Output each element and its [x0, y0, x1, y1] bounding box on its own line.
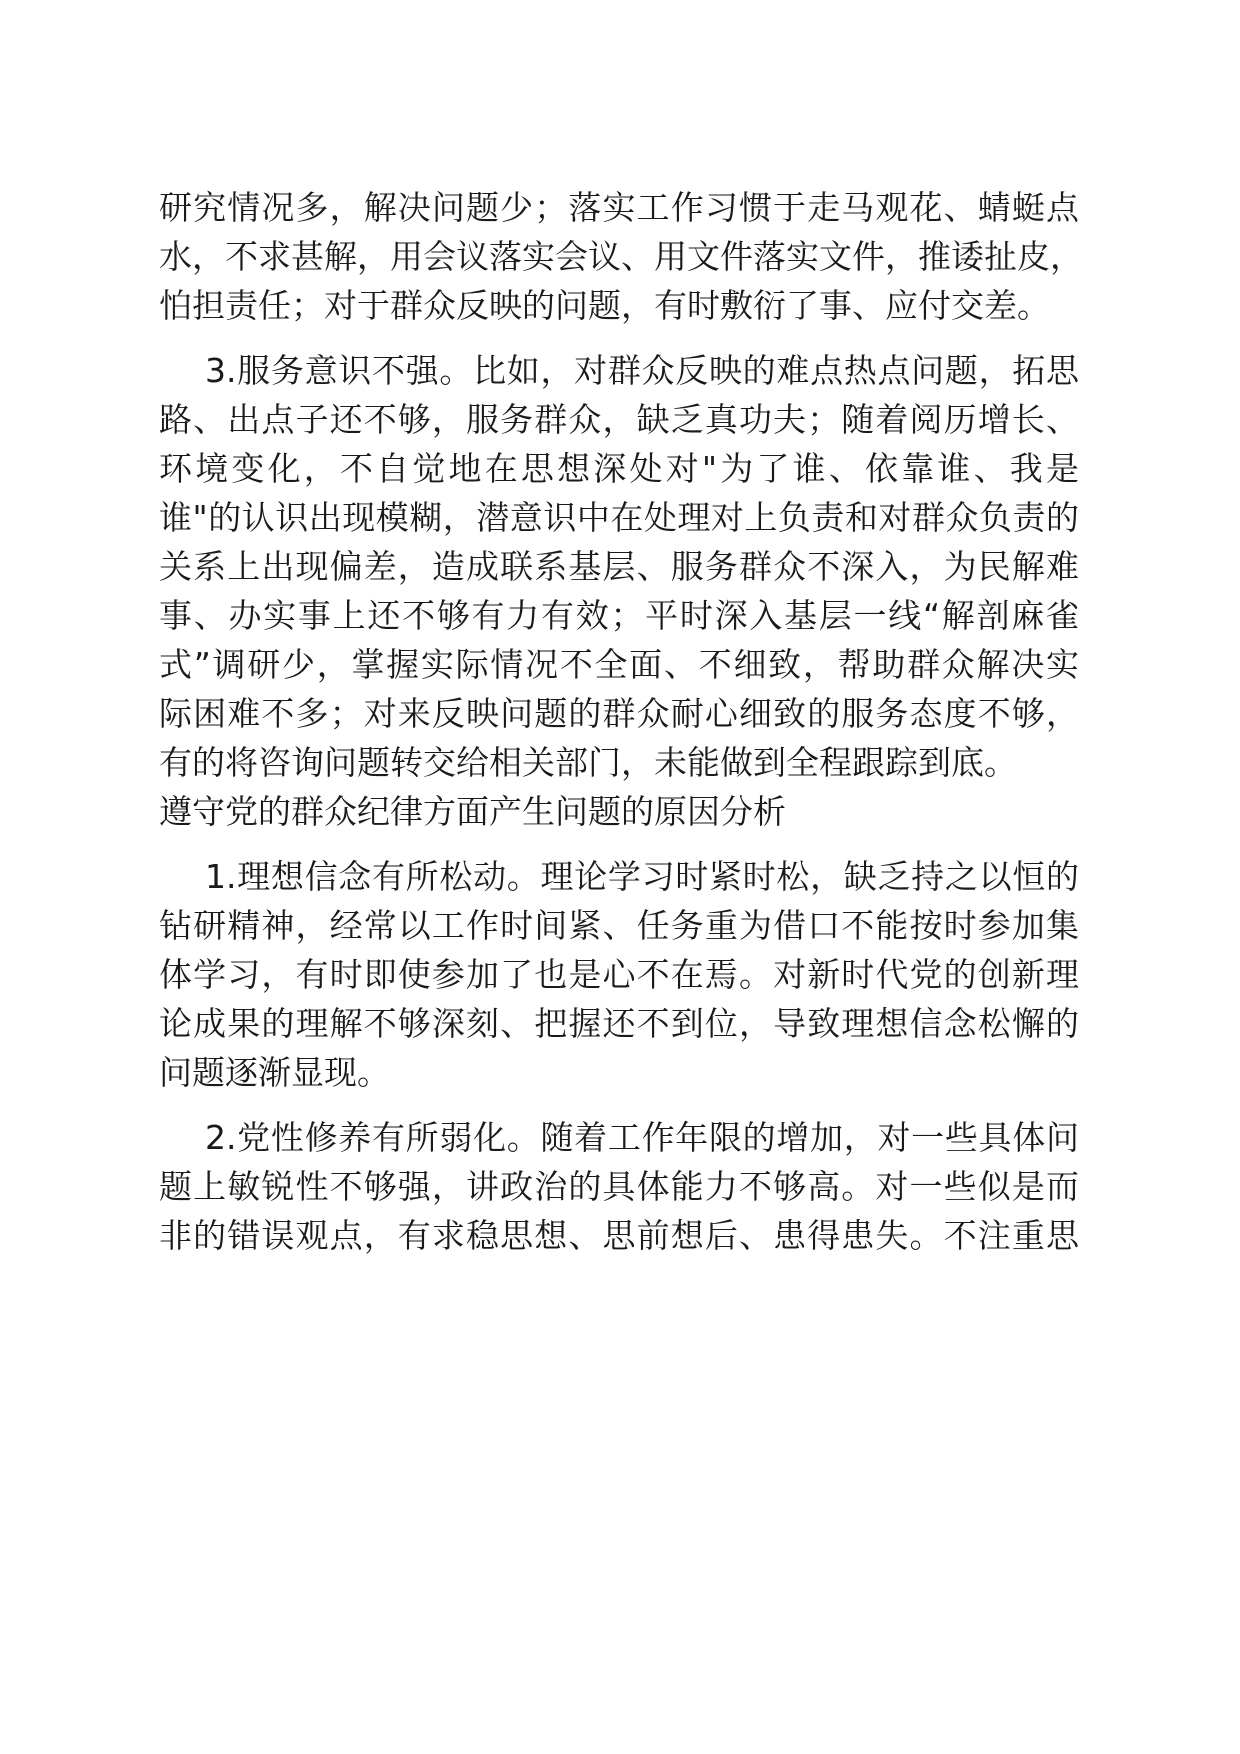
text-line: 式”调研少，掌握实际情况不全面、不细致，帮助群众解决实 [159, 645, 1079, 684]
text-line: 有的将咨询问题转交给相关部门，未能做到全程跟踪到底。 [159, 743, 1017, 782]
text-line: 研究情况多，解决问题少；落实工作习惯于走马观花、蜻蜓点 [159, 188, 1079, 227]
paragraph [159, 346, 1079, 787]
text-line: 事、办实事上还不够有力有效；平时深入基层一线“解剖麻雀 [159, 596, 1079, 635]
text-line: 怕担责任；对于群众反映的问题，有时敷衍了事、应付交差。 [159, 286, 1050, 325]
paragraph [159, 1113, 1079, 1260]
text-line: 谁"的认识出现模糊，潜意识中在处理对上负责和对群众负责的 [159, 498, 1079, 537]
text-line: 论成果的理解不够深刻、把握还不到位，导致理想信念松懈的 [159, 1004, 1079, 1043]
text-line: 非的错误观点，有求稳思想、思前想后、患得患失。不注重思 [159, 1216, 1079, 1255]
text-line: 1.理想信念有所松动。理论学习时紧时松，缺乏持之以恒的 [205, 857, 1079, 896]
text-line: 问题逐渐显现。 [159, 1053, 390, 1092]
text-line: 题上敏锐性不够强，讲政治的具体能力不够高。对一些似是而 [159, 1167, 1079, 1206]
text-line: 水，不求甚解，用会议落实会议、用文件落实文件，推诿扯皮， [159, 237, 1083, 276]
text-line: 2.党性修养有所弱化。随着工作年限的增加，对一些具体问 [205, 1118, 1079, 1157]
document-body [159, 183, 1083, 1260]
text-line: 关系上出现偏差，造成联系基层、服务群众不深入，为民解难 [159, 547, 1079, 586]
paragraph [159, 852, 1079, 1097]
text-line: 遵守党的群众纪律方面产生问题的原因分析 [159, 792, 786, 831]
text-line: 路、出点子还不够，服务群众，缺乏真功夫；随着阅历增长、 [159, 400, 1079, 439]
paragraph [159, 183, 1083, 330]
text-line: 环境变化，不自觉地在思想深处对"为了谁、依靠谁、我是 [159, 449, 1079, 488]
text-line: 体学习，有时即使参加了也是心不在焉。对新时代党的创新理 [159, 955, 1079, 994]
section-heading [159, 787, 1079, 836]
text-line: 际困难不多；对来反映问题的群众耐心细致的服务态度不够， [159, 694, 1079, 733]
text-line: 钻研精神，经常以工作时间紧、任务重为借口不能按时参加集 [159, 906, 1079, 945]
text-line: 3.服务意识不强。比如，对群众反映的难点热点问题，拓思 [205, 351, 1079, 390]
